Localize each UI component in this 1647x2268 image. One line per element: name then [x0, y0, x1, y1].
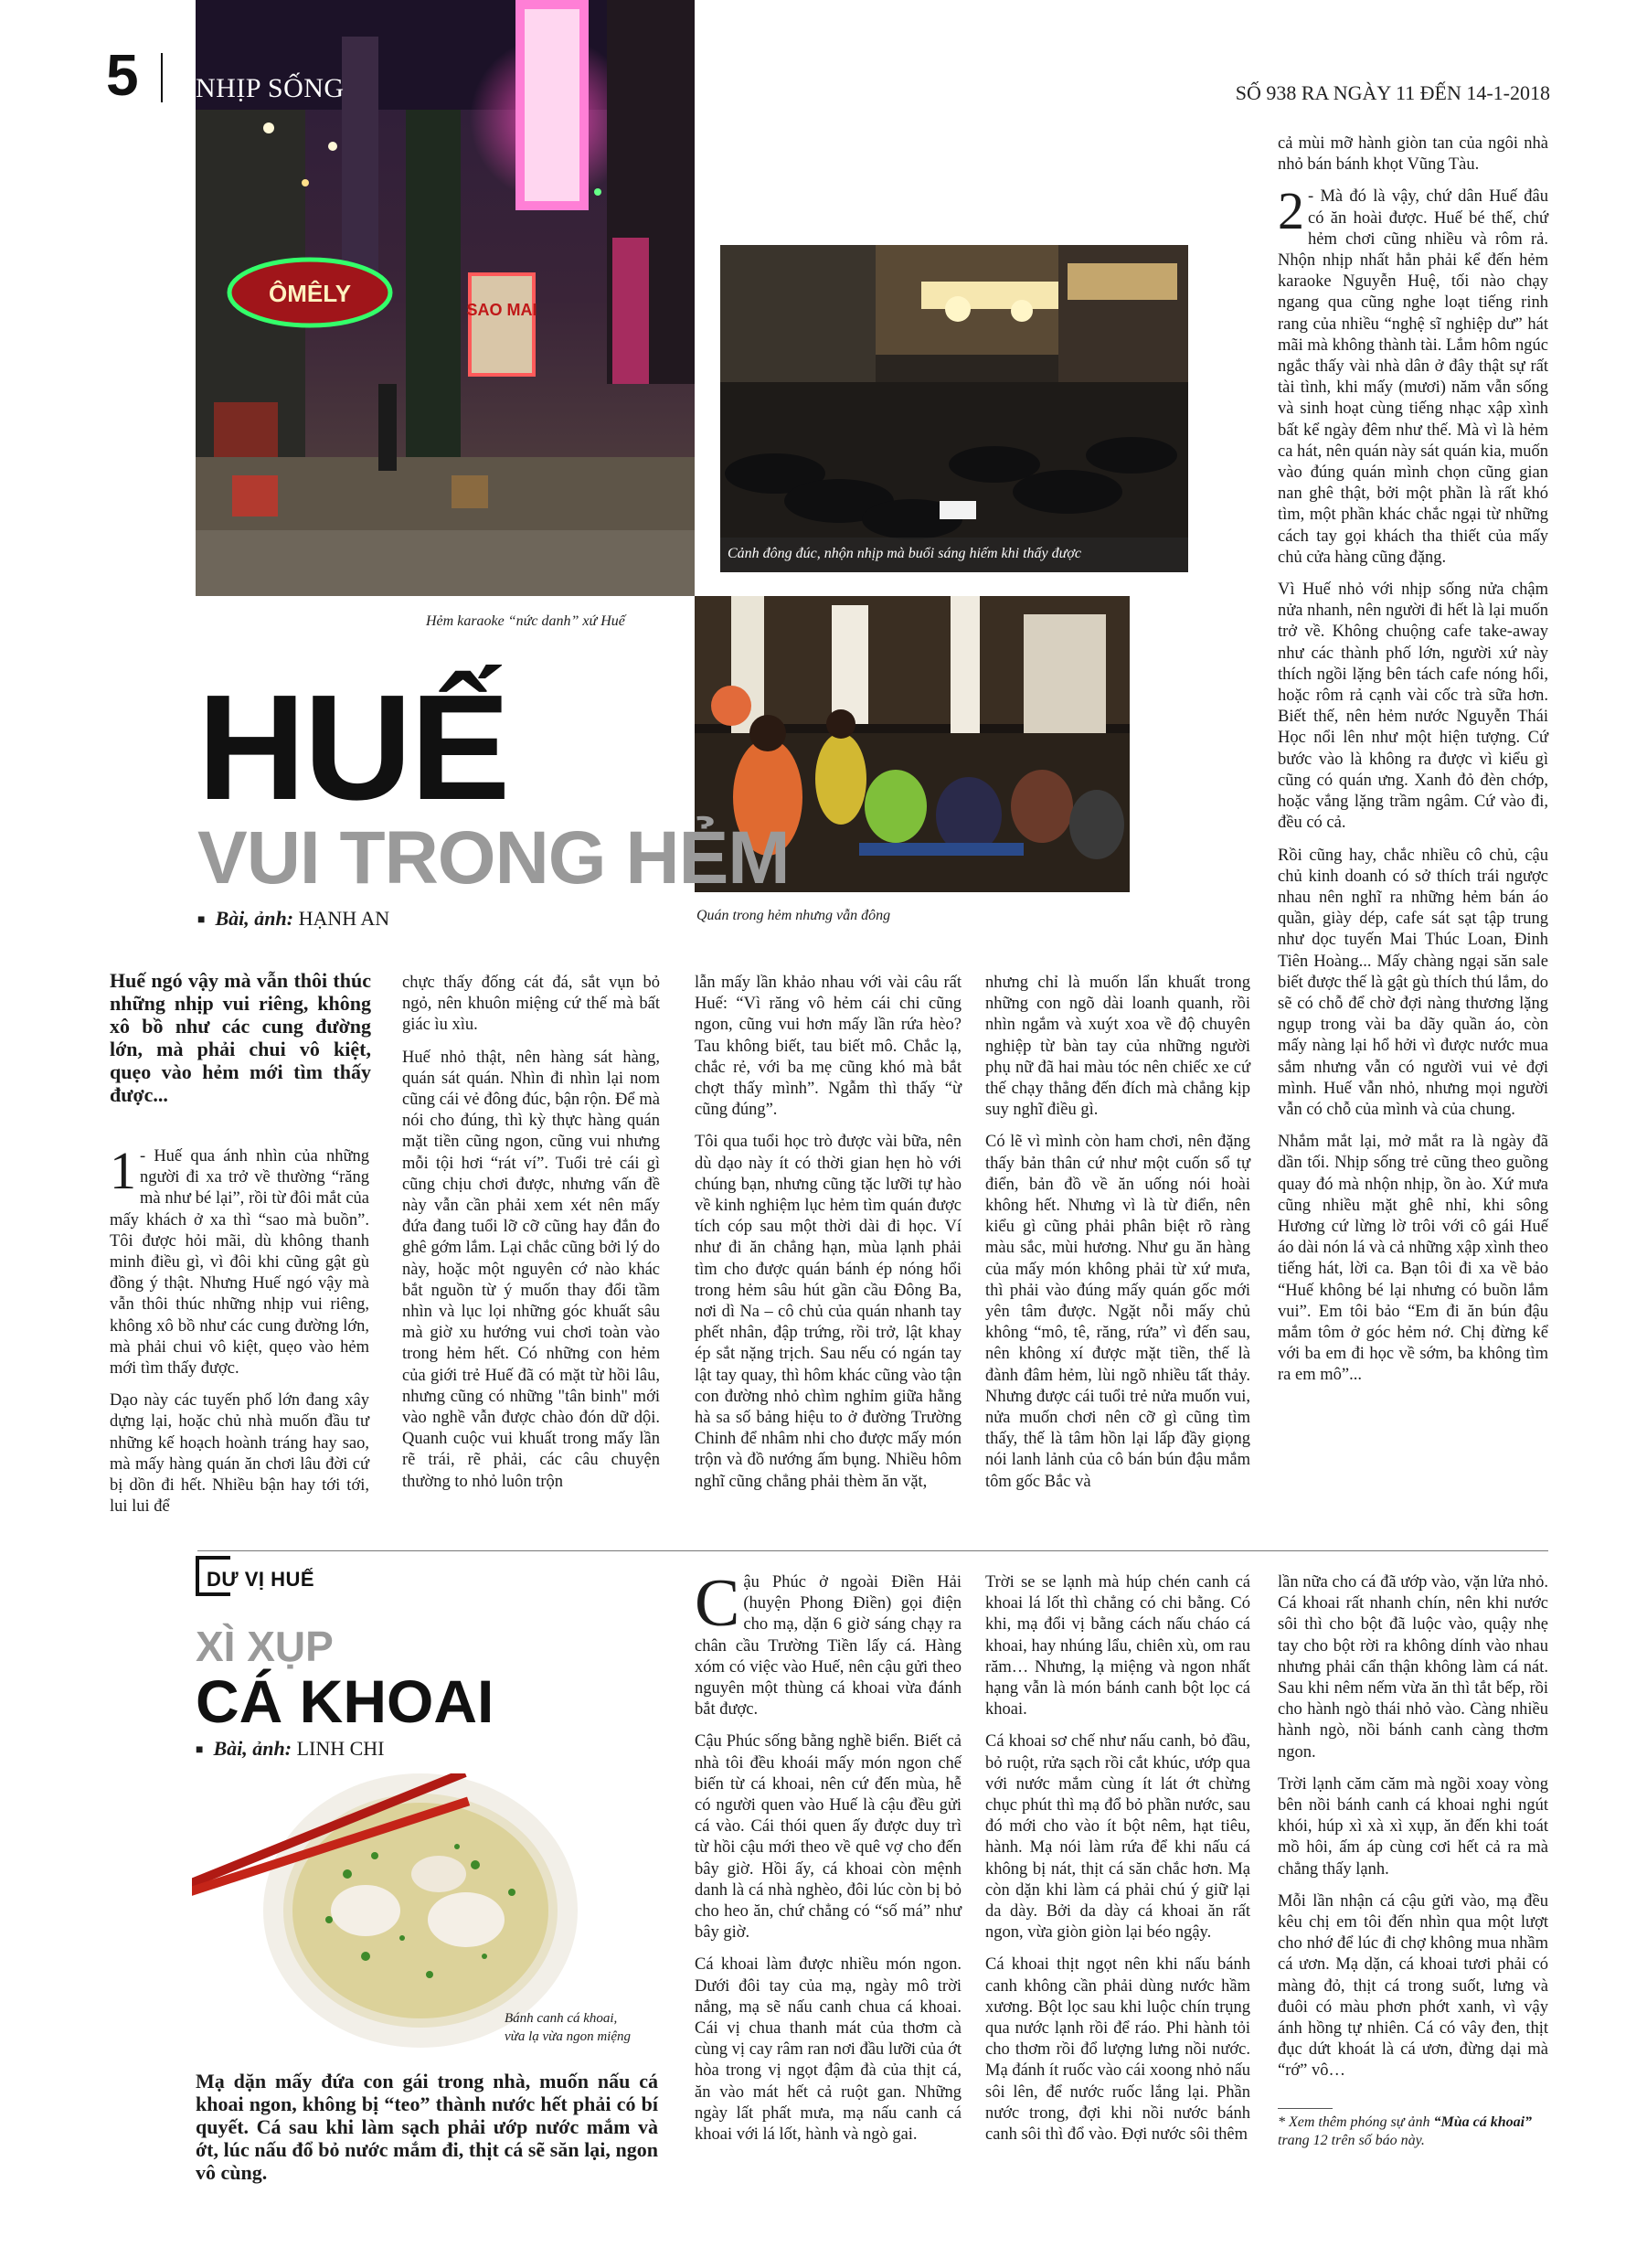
paragraph: - Mà đó là vậy, chứ dân Huế đâu có ăn hoài được. Huế bé thế, chứ hẻm chơi cũng nhiều và rôm rả. Nhộn nhịp nhất hẳn phải kể đến hẻm karaoke Nguyễn Huệ, tối nào chạy ngang qua cũng nghe loạt tiếng rinh rang của nhiều “nghệ sĩ nghiệp dư” hát mãi mà không thành tài. Lắm hôm ngúc ngắc thấy vài nhà dân ở đây thật sự rất tài tình, khi mấy (mươi) năm vẫn sống và sinh hoạt cùng tiếng nhạc xập xình bất kể ngày đêm như thế. Mà vì là hẻm ca hát, nên quán này sát quán kia, muốn vào đúng quán mình chọn cũng gian nan ghê thật, bởi một phần là rất khó tìm, một phần khác chắc ngại từ những cách tay gọi khách tha thiết của mấy chủ cửa hàng cũng đặng.: [1278, 187, 1548, 567]
article1-column-1: [110, 1141, 369, 1528]
paragraph: Mỗi lần nhận cá cậu gửi vào, mạ đều kêu chị em tôi đến nhìn qua một lượt cho nhớ để lúc đi chợ không mua nhầm cá ươn. Mạ dặn, cá khoai tươi phải có màng đỏ, thịt cá trong suốt, lưng và đuôi có màu phơn phớt xanh, vì vậy ánh hồng tự nhiên. Cá có vây đen, thịt đục dứt khoát là cá ươn, đừng dại mà “rớ” vô…: [1278, 1891, 1548, 2081]
article1-column-4: [985, 973, 1250, 1504]
paragraph: Huế nhỏ thật, nên hàng sát hàng, quán sát quán. Nhìn đi nhìn lại nom cũng cái vẻ đông đúc, bận rộn. Để mà nói cho đúng, thì kỳ thực hàng quán mặt tiền cũng ngon, cũng vui nhưng mỗi tội hơi “rát ví”. Tuổi trẻ cái gì cũng chịu chơi được, nhưng vấn đề này vẫn cần phải xem xét nên mấy đứa đang tuổi lỡ cỡ cũng hay đắn đo ghê gớm lắm. Lại chắc cũng bởi lý do này, hoặc một nguyên cớ nào khác bắt nguồn từ ý muốn thay đổi tầm nhìn và lục lọi những góc khuất sâu mà giờ xu hướng vui chơi toàn vào trong hẻm hết. Có những con hẻm của giới trẻ Huế đã có mặt từ hồi lâu, nhưng cũng có những "tân binh" mới vào nghề vẫn được chào đón dữ dội. Quanh cuộc vui khuất trong mấy lần rẽ trái, rẽ phải, các câu chuyện thường to nhỏ luôn trộn: [402, 1048, 660, 1491]
paragraph: Có lẽ vì mình còn ham chơi, nên đặng thấy bản thân cứ như một cuốn sổ tự điển, bản đồ về ăn uống nói hoài không hết. Nhưng vì là từ điển, nên kiểu gì cũng phải phân biệt rõ ràng màu sắc, mùi hương. Như gu ăn hàng của mấy món không phải từ xứ mưa, thì phải vào đúng mấy quán gốc mới yên tâm được. Ngặt nỗi mấy chủ không “mô, tê, răng, rứa” vì đến sau, nên không xí được mặt tiền, thế là đành đâm hẻm, lùi ngõ nhiều tất thảy. Nhưng được cái tuổi trẻ nửa muốn vui, nửa muốn chơi nên cỡ gì cũng tìm thấy, thế là tâm hồn lại lấp đầy giọng nói lanh lảnh của cô bán bún đậu mắm tôm gốc Bắc và: [985, 1133, 1250, 1491]
sao-mai-sign: SAO MAI: [466, 301, 537, 319]
article2-lead: Mạ dặn mấy đứa con gái trong nhà, muốn nấu cá khoai ngon, không bị “teo” thành nước hết phải có bí quyết. Cá sau khi làm sạch phải ướp nước mắm và ớt, lúc nấu đổ bỏ nước mắm đi, thịt cá sẽ săn lại, ngon vô cùng.: [196, 2070, 658, 2184]
article2-column-2: [985, 1572, 1250, 2156]
article1-column-3: [695, 973, 962, 1504]
article-lead: Huế ngó vậy mà vẫn thôi thúc những nhịp vui riêng, không xô bồ như các cung đường lớn, mà phải chui vô kiệt, quẹo vào hẻm mới tìm thấy được...: [110, 969, 371, 1106]
byline-author: LINH CHI: [296, 1737, 385, 1760]
karaoke-photo-caption: Hẻm karaoke “nức danh” xứ Huế: [426, 613, 625, 629]
article2-kicker: XÌ XỤP: [196, 1623, 334, 1670]
footnote: [1278, 2114, 1548, 2150]
article1-column-5: [1278, 133, 1548, 1398]
soup-photo-caption: [505, 2009, 631, 2046]
paragraph: nhưng chỉ là muốn lẩn khuất trong những con ngõ dài loanh quanh, rồi nhìn ngắm và xuýt xoa về độ chuyên nghiệp từ bàn tay của những người phụ nữ đã hai màu tóc nên chiếc xe cứ thế chạy thẳng đến đích mà chẳng kịp suy nghĩ điều gì.: [985, 974, 1250, 1120]
byline-label: Bài, ảnh:: [213, 1737, 292, 1760]
byline-author: HẠNH AN: [298, 907, 390, 930]
paragraph: Trời se se lạnh mà húp chén canh cá khoai lá lốt thì chẳng có chi bằng. Có khi, mạ đổi vị bằng cách nấu cháo cá khoai, hay nhúng lẩu, chiên xù, om rau răm… Nhưng, lạ miệng và ngon nhất hạng vẫn là món bánh canh bột lọc cá khoai.: [985, 1573, 1250, 1720]
motorbike-alley-illustration: [720, 245, 1188, 572]
omely-sign: ÔMÊLY: [268, 280, 352, 307]
paragraph: - Huế qua ánh nhìn của những người đi xa trở về thường “răng mà như bé lại”, rồi từ đôi mắt của mấy khách ở xa thì “sao mà buồn”. Tôi được hỏi mãi, dù không thanh minh điều gì, vì đôi khi cũng gật gù đồng ý thật. Nhưng Huế ngó vậy mà vẫn thôi thúc những nhịp vui riêng, không xô bồ như các cung đường lớn, mà phải chui vô kiệt, quẹo vào hẻm mới tìm thấy được.: [110, 1147, 369, 1379]
paragraph: Trời lạnh căm căm mà ngồi xoay vòng bên nồi bánh canh cá khoai nghi ngút khói, húp xì xà xì xụp, ăn đến khi toát mồ hôi, ấm áp cùng cơi hết cả ra mà chẳng thấy lạnh.: [1278, 1774, 1548, 1879]
caption-line: Bánh canh cá khoai,: [505, 2011, 618, 2026]
section-label: DƯ VỊ HUẾ: [207, 1568, 315, 1591]
article-subtitle: VUI TRONG HẺM: [197, 816, 790, 900]
paragraph: Cậu Phúc sống bằng nghề biển. Biết cả nhà tôi đều khoái mấy món ngon chế biến từ cá khoai, nên cứ đến mùa, hễ có người quen vào Huế là cậu đều gửi cá vào. Cái thói quen ấy được duy trì từ hồi cậu mới theo về quê vợ cho đến bây giờ. Hồi ấy, cá khoai còn mệnh danh là cá nhà nghèo, đôi lúc còn bị bỏ cho heo ăn, chứ chẳng có “số má” như bây giờ.: [695, 1732, 962, 1943]
crowded-alley-caption: Cảnh đông đúc, nhộn nhịp mà buổi sáng hiếm khi thấy được: [728, 546, 1082, 561]
article2-column-3: [1278, 1572, 1548, 2093]
dropcap-letter: C: [695, 1566, 740, 1641]
paragraph: Dạo này các tuyến phố lớn đang xây dựng lại, hoặc chủ nhà muốn đầu tư những kế hoạch hoành tráng hay sao, mà mấy hàng quán ăn chơi lâu đời cứ bị dồn đi hết. Nhiều bận hay tới tới, lui lui để: [110, 1391, 369, 1517]
article1-column-2: [402, 973, 660, 1504]
byline-bullet: ■: [196, 1742, 204, 1757]
article2-column-1: [695, 1566, 962, 2156]
soup-bowl-illustration: [192, 1773, 667, 2048]
byline-bullet: ■: [197, 912, 206, 927]
footnote-text: * Xem thêm phóng sự ảnh: [1278, 2114, 1434, 2130]
paragraph: chực thấy đống cát đá, sắt vụn bỏ ngỏ, nên khuôn miệng cứ thế mà bất giác ìu xìu.: [402, 974, 660, 1035]
paragraph: lần nữa cho cá đã ướp vào, vặn lửa nhỏ. Cá khoai rất nhanh chín, nên khi nước sôi thì cho bột đã luộc vào, quậy nhẹ tay cho bột rời ra không dính vào nhau nhưng phải cẩn thận không làm cá nát. Sau khi nêm nếm vừa ăn thì tắt bếp, rồi cho hành ngò thái nhỏ vào. Càng nhiều hành ngò, nồi bánh canh càng thơm ngon.: [1278, 1573, 1548, 1762]
article2-byline: [196, 1737, 385, 1761]
paragraph: cả mùi mỡ hành giòn tan của ngôi nhà nhỏ bán bánh khọt Vũng Tàu.: [1278, 134, 1548, 175]
article2-title: CÁ KHOAI: [196, 1667, 494, 1735]
byline-label: Bài, ảnh:: [215, 907, 294, 930]
paragraph: Cá khoai làm được nhiều món ngon. Dưới đôi tay của mạ, ngày mô trời nắng, mạ sẽ nấu canh chua cá khoai. Cái vị chua thanh mát của thơm cà cùng vị cay râm ran nơi đầu lưỡi của ớt hòa trong vị ngọt đậm đà của thịt cá, ăn vào mát hết cả ruột gan. Những ngày lất phất mưa, mạ nấu canh cá khoai với lá lốt, hành và ngò gai.: [695, 1955, 962, 2145]
section-name: NHỊP SỐNG: [196, 73, 345, 103]
paragraph: Vì Huế nhỏ với nhịp sống nửa chậm nửa nhanh, nên người đi hết là lại muốn trở về. Không chuộng cafe take-away như các thành phố lớn, người xứ này thích ngồi lặng bên tách cafe nóng hổi, hoặc rôm rả cạnh vài cốc trà sữa hơn. Biết thế, nên hẻm nước Nguyễn Thái Học nổi lên như một hiện tượng. Cứ bước vào là không ra được vì kiểu gì cũng có quán ưng. Xanh đỏ đèn chớp, hoặc vắng lặng trầm ngâm. Cứ vào đi, đều có cả.: [1278, 580, 1548, 833]
article-divider: [197, 1550, 1548, 1551]
footnote-text: trang 12 trên số báo này.: [1278, 2133, 1425, 2148]
article-title: HUẾ: [197, 664, 509, 831]
paragraph: Cá khoai sơ chế như nấu canh, bỏ đầu, bỏ ruột, rửa sạch rồi cắt khúc, ướp qua với nước mắm cùng ít lát ớt chừng chục phút thì mạ đổ bỏ phần nước, sau đó mới cho vào ít bột nêm, hạt tiêu, hành. Mạ nói làm rứa để khi nấu cá không bị nát, thịt cá săn chắc hơn. Mạ còn dặn khi làm cá phải chú ý giữ lại da dày. Bởi da dày cá khoai ăn rất ngon, vừa giòn giòn lại béo ngậy.: [985, 1732, 1250, 1943]
crowded-alley-photo: [720, 245, 1188, 572]
alley-shop-caption: Quán trong hẻm nhưng vẫn đông: [696, 908, 891, 923]
paragraph: Rồi cũng hay, chắc nhiều cô chủ, cậu chủ kinh doanh có sở thích trái ngược nhau nên nghĩ ra những hẻm bán áo quần, giày dép, cafe sát sạt tập trung như dọc tuyến Mai Thúc Loan, Đinh Tiên Hoàng... Mấy chàng ngại săn sale biết được thế là gật gù thích thú lắm, do sẽ có chỗ để chờ đợi nàng thương lặng ngụp trong vài ba dãy quần áo, còn mấy nàng lại hổ hởi vì được nước mua sắm nhưng vẫn có người vui vẻ đợi mình. Huế vẫn nhỏ, nhưng mọi người vẫn có chỗ của mình và của chung.: [1278, 846, 1548, 1119]
page-number: 5: [106, 42, 139, 108]
issue-info: SỐ 938 RA NGÀY 11 ĐẾN 14-1-2018: [1235, 81, 1550, 104]
paragraph: Tôi qua tuổi học trò được vài bữa, nên dù dạo này ít có thời gian hẹn hò với chúng bạn, nhưng cũng tặc lưỡi tự hào về kinh nghiệm lục hẻm tìm quán được tích cóp sau một thời dài đi học. Ví như đi ăn chẳng hạn, mùa lạnh phải tìm cho được quán bánh ép nóng hổi trong hẻm sâu hút gần cầu Đông Ba, nơi dì Na – cô chủ của quán nhanh tay phết nhân, đập trứng, rồi trở, lật khay ép sắt nặng trịch. Sau nếu có ngán tay lật tay quay, thì hôm khác cũng vào tận con đường nhỏ chìm nghỉm giữa hằng hà sa số bảng hiệu to ở đường Trường Chinh để nhâm nhi cho được mấy món trộn và đồ nướng ấm bụng. Nhiều hôm nghĩ cũng chẳng phải thèm ăn vặt,: [695, 1133, 962, 1491]
caption-line: vừa lạ vừa ngon miệng: [505, 2029, 632, 2044]
paragraph: Nhắm mắt lại, mở mắt ra là ngày đã dần tối. Nhịp sống trẻ cũng theo guồng quay đó mà nhộn nhịp, ồn ào. Xứ mưa cũng nhiều mặt ghê nhỉ, khi sông Hương cứ lừng lờ trôi với cô gái Huế áo dài nón lá và cả những xập xình theo tiếng hát, lời ca. Bạn tôi đi xa về bảo “Huế không bé lại nhưng có buồn lắm vui”. Em tôi bảo “Em đi ăn bún đậu mắm tôm ở góc hẻm nớ. Chị đừng kể với ba em đi học về sớm, ba không tìm ra em mô”...: [1278, 1133, 1548, 1385]
section-number-1: 1: [110, 1141, 136, 1200]
article-byline: [197, 907, 389, 931]
paragraph: ậu Phúc ở ngoài Điền Hải (huyện Phong Điền) gọi điện cho mạ, dặn 6 giờ sáng chạy ra chân cầu Trường Tiền lấy cá. Hàng xóm có việc vào Huế, nên cậu gửi theo nguyên một thùng cá khoai vừa đánh bắt được.: [695, 1573, 962, 1720]
paragraph: lẫn mấy lần khảo nhau với vài câu rất Huế: “Vì răng vô hẻm cái chi cũng ngon, cũng vui hơn mấy lần rứa hèo? Tau không biết, tau biết mô. Chắc lạ, chắc rẻ, với ba mẹ cũng khó mà bắt chợt thấy mình”. Ngẫm thì thấy “ừ cũng đúng”.: [695, 974, 962, 1120]
paragraph: Cá khoai thịt ngọt nên khi nấu bánh canh không cần phải dùng nước hầm xương. Bột lọc sau khi luộc chín trụng qua nước lạnh rồi để ráo. Phi hành tỏi cho thơm rồi đổ lượng lưng nồi nước. Mạ đánh ít ruốc vào cái xoong nhỏ nấu sôi lên, để nước ruốc lắng lại. Phần nước trong, đợi khi nồi nước bánh canh sôi thì đổ vào. Đợi nước sôi thêm: [985, 1955, 1250, 2145]
section-number-2: 2: [1278, 181, 1304, 241]
footnote-rule: [1278, 2108, 1333, 2109]
header-divider: [161, 53, 163, 102]
fish-noodle-soup-photo: [192, 1773, 667, 2048]
footnote-ref: “Mùa cá khoai”: [1433, 2114, 1533, 2130]
